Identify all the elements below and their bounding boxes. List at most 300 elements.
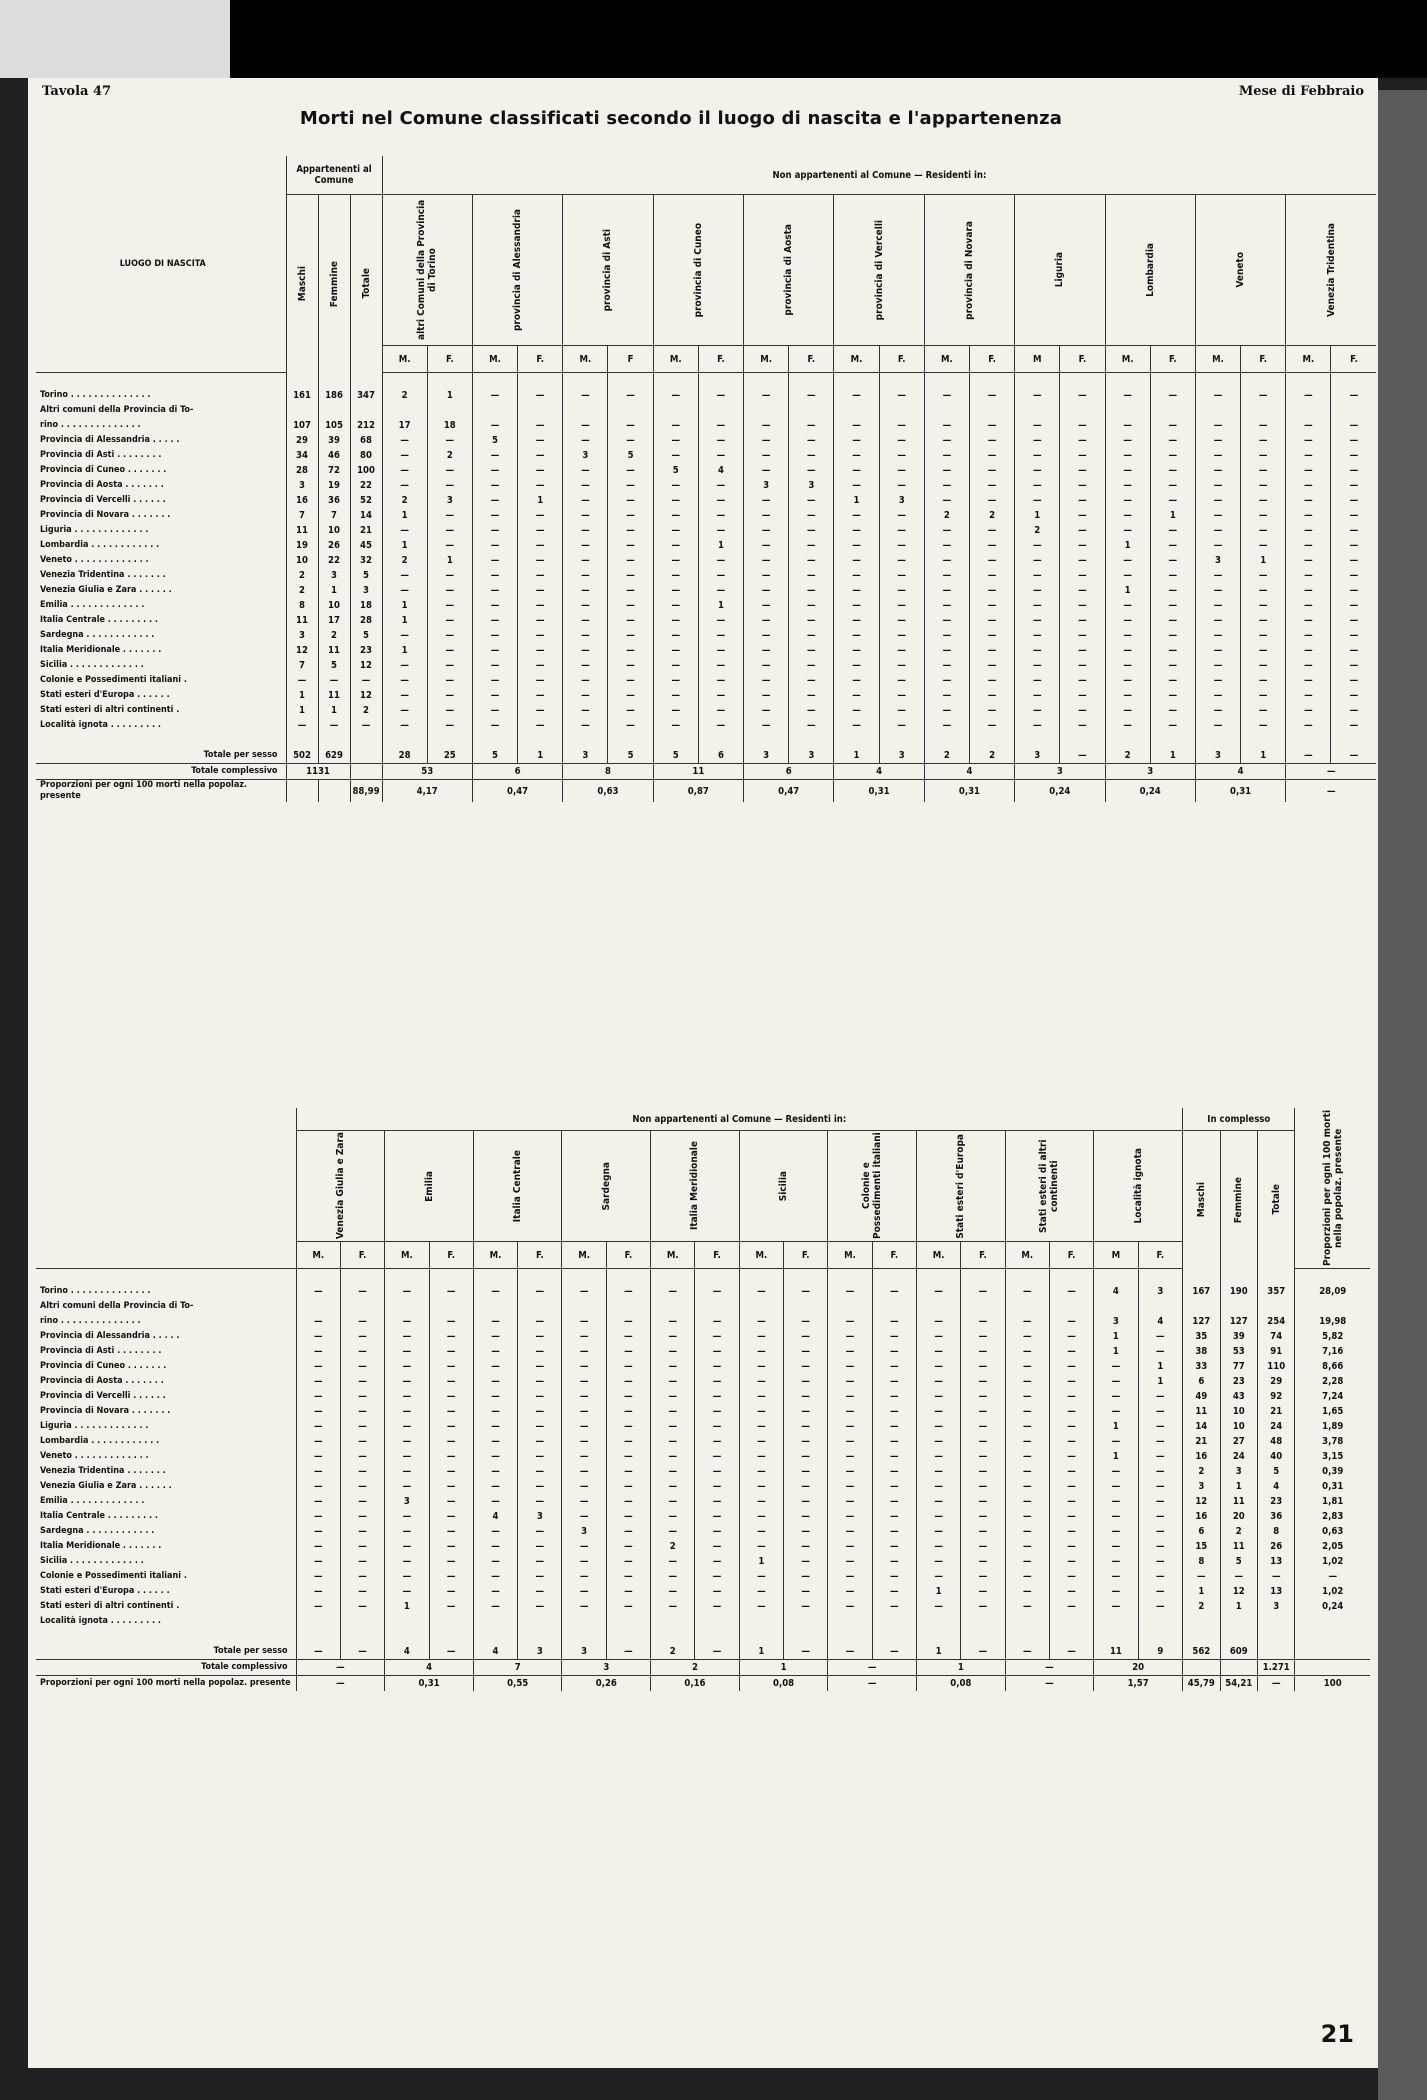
spacer bbox=[916, 1269, 960, 1285]
data-cell: — bbox=[1286, 628, 1331, 643]
data-cell: — bbox=[834, 658, 879, 673]
total-cell: 4 bbox=[834, 764, 924, 780]
data-cell: — bbox=[518, 688, 563, 703]
data-cell: — bbox=[518, 1569, 562, 1584]
table-row bbox=[36, 688, 1376, 703]
data-cell: — bbox=[789, 433, 834, 448]
data-cell: — bbox=[828, 1344, 872, 1359]
data-cell bbox=[1331, 403, 1376, 418]
data-cell: — bbox=[1049, 1464, 1093, 1479]
data-cell: — bbox=[518, 1554, 562, 1569]
row-label: Stati esteri d'Europa . . . . . . bbox=[40, 1586, 170, 1596]
col-res-4 bbox=[651, 1131, 740, 1242]
data-cell bbox=[1105, 403, 1150, 418]
proportion-cell: 1,57 bbox=[1094, 1676, 1183, 1692]
data-cell: — bbox=[473, 1494, 517, 1509]
table-row bbox=[36, 780, 1376, 803]
data-cell: 15 bbox=[1183, 1539, 1220, 1554]
table-row bbox=[36, 1644, 1370, 1660]
data-cell: — bbox=[916, 1494, 960, 1509]
data-cell: — bbox=[828, 1434, 872, 1449]
data-cell: — bbox=[969, 418, 1014, 433]
total-by-sex-cell: — bbox=[1060, 748, 1105, 764]
data-cell: — bbox=[1331, 388, 1376, 403]
data-cell: 28,09 bbox=[1295, 1284, 1370, 1299]
col-res-1-label: Emilia bbox=[423, 1170, 435, 1202]
spacer bbox=[1049, 1629, 1093, 1644]
group-non-appartenenti: Non appartenenti al Comune — Residenti in: bbox=[296, 1108, 1182, 1131]
data-cell: — bbox=[1241, 613, 1286, 628]
data-cell: — bbox=[385, 1359, 429, 1374]
data-cell: 29 bbox=[286, 433, 318, 448]
sex-header: M bbox=[1015, 346, 1060, 373]
proportion-cell: 0,08 bbox=[916, 1676, 1005, 1692]
data-cell: 3,78 bbox=[1295, 1434, 1370, 1449]
data-cell bbox=[1241, 403, 1286, 418]
table-row bbox=[36, 718, 1376, 733]
data-cell: — bbox=[296, 1494, 340, 1509]
data-cell: — bbox=[653, 553, 698, 568]
data-cell: — bbox=[1105, 688, 1150, 703]
data-cell: — bbox=[1005, 1419, 1049, 1434]
data-cell: — bbox=[562, 1359, 606, 1374]
table-row bbox=[36, 658, 1376, 673]
data-cell: 5,82 bbox=[1295, 1329, 1370, 1344]
row-label: Emilia . . . . . . . . . . . . . bbox=[40, 600, 145, 610]
data-cell: — bbox=[698, 448, 743, 463]
data-cell: — bbox=[1105, 553, 1150, 568]
sex-header: M. bbox=[828, 1242, 872, 1269]
data-cell: — bbox=[1015, 448, 1060, 463]
data-cell: — bbox=[473, 1284, 517, 1299]
spacer bbox=[653, 373, 698, 389]
data-cell bbox=[518, 403, 563, 418]
data-cell: — bbox=[695, 1569, 739, 1584]
data-cell: — bbox=[789, 703, 834, 718]
data-cell: 2 bbox=[1220, 1524, 1257, 1539]
data-cell: 17 bbox=[318, 613, 350, 628]
data-cell: — bbox=[518, 1494, 562, 1509]
data-cell: — bbox=[385, 1434, 429, 1449]
data-cell: — bbox=[879, 418, 924, 433]
data-cell: — bbox=[1195, 538, 1240, 553]
data-cell: — bbox=[473, 1479, 517, 1494]
row-label: Provincia di Vercelli . . . . . . bbox=[40, 1391, 166, 1401]
total-by-sex-cell: 562 bbox=[1183, 1644, 1220, 1660]
data-cell: — bbox=[1286, 538, 1331, 553]
data-cell: 28 bbox=[286, 463, 318, 478]
data-cell: 5 bbox=[472, 433, 517, 448]
data-cell: — bbox=[653, 703, 698, 718]
spacer bbox=[518, 373, 563, 389]
data-cell: — bbox=[1015, 613, 1060, 628]
data-cell: — bbox=[916, 1449, 960, 1464]
data-cell: — bbox=[872, 1329, 916, 1344]
data-cell: 46 bbox=[318, 448, 350, 463]
data-cell: 45 bbox=[350, 538, 382, 553]
data-cell: — bbox=[427, 643, 472, 658]
data-cell: — bbox=[1150, 643, 1195, 658]
data-cell: — bbox=[563, 643, 608, 658]
data-cell: — bbox=[969, 553, 1014, 568]
data-cell: — bbox=[924, 463, 969, 478]
data-cell: — bbox=[1286, 478, 1331, 493]
data-cell: 1 bbox=[318, 583, 350, 598]
sex-header: F. bbox=[961, 1242, 1005, 1269]
data-cell: 91 bbox=[1258, 1344, 1295, 1359]
data-cell bbox=[296, 1299, 340, 1314]
data-cell: — bbox=[518, 1464, 562, 1479]
data-cell: — bbox=[744, 628, 789, 643]
data-cell: — bbox=[916, 1509, 960, 1524]
data-cell: — bbox=[744, 418, 789, 433]
data-cell: 2 bbox=[382, 553, 427, 568]
total-by-sex-cell: 3 bbox=[879, 748, 924, 764]
data-cell: — bbox=[562, 1284, 606, 1299]
data-cell: — bbox=[1049, 1554, 1093, 1569]
data-cell: — bbox=[784, 1464, 828, 1479]
data-cell: — bbox=[1005, 1509, 1049, 1524]
data-cell: — bbox=[1049, 1599, 1093, 1614]
data-cell: — bbox=[789, 523, 834, 538]
data-cell: — bbox=[518, 673, 563, 688]
sex-header: F. bbox=[606, 1242, 650, 1269]
data-cell: — bbox=[562, 1434, 606, 1449]
data-cell: — bbox=[518, 463, 563, 478]
data-cell: — bbox=[828, 1539, 872, 1554]
data-cell: — bbox=[563, 613, 608, 628]
data-cell: — bbox=[698, 583, 743, 598]
spacer bbox=[1220, 1269, 1257, 1285]
empty-cell bbox=[1295, 1660, 1370, 1676]
data-cell bbox=[427, 403, 472, 418]
data-cell: 17 bbox=[382, 418, 427, 433]
data-cell: — bbox=[340, 1329, 384, 1344]
total-by-sex-cell: — bbox=[695, 1644, 739, 1660]
data-cell: 3 bbox=[318, 568, 350, 583]
data-cell: — bbox=[606, 1584, 650, 1599]
sex-header: M. bbox=[653, 346, 698, 373]
data-cell: — bbox=[916, 1329, 960, 1344]
data-cell: — bbox=[382, 463, 427, 478]
data-cell bbox=[340, 1299, 384, 1314]
data-cell: 1 bbox=[382, 538, 427, 553]
data-cell: 1 bbox=[1105, 538, 1150, 553]
data-cell: — bbox=[1015, 463, 1060, 478]
data-cell: — bbox=[1331, 463, 1376, 478]
sex-header: M. bbox=[744, 346, 789, 373]
data-cell bbox=[916, 1299, 960, 1314]
grand-total-cell: 1.271 bbox=[1258, 1660, 1295, 1676]
data-cell: — bbox=[427, 673, 472, 688]
total-cell: 3 bbox=[1015, 764, 1105, 780]
sex-header: M. bbox=[1105, 346, 1150, 373]
proportion-cell: 0,16 bbox=[651, 1676, 740, 1692]
total-by-sex-cell: 1 bbox=[518, 748, 563, 764]
data-cell: 18 bbox=[427, 418, 472, 433]
data-cell: — bbox=[961, 1374, 1005, 1389]
data-cell: 7 bbox=[286, 508, 318, 523]
data-cell: — bbox=[653, 718, 698, 733]
data-cell: — bbox=[653, 628, 698, 643]
data-cell: — bbox=[872, 1599, 916, 1614]
total-by-sex-cell: 1 bbox=[834, 748, 879, 764]
data-cell: 1 bbox=[286, 703, 318, 718]
spacer bbox=[427, 733, 472, 748]
spacer bbox=[872, 1629, 916, 1644]
data-cell: — bbox=[961, 1599, 1005, 1614]
data-cell: — bbox=[653, 643, 698, 658]
data-cell: — bbox=[382, 658, 427, 673]
data-cell: — bbox=[1331, 703, 1376, 718]
data-cell: — bbox=[653, 673, 698, 688]
spacer bbox=[1295, 1269, 1370, 1285]
data-cell: — bbox=[1286, 583, 1331, 598]
spacer bbox=[1295, 1629, 1370, 1644]
data-cell: 0,24 bbox=[1295, 1599, 1370, 1614]
data-cell bbox=[916, 1614, 960, 1629]
data-cell: — bbox=[834, 643, 879, 658]
data-cell: — bbox=[1105, 643, 1150, 658]
month-label: Mese di Febbraio bbox=[1238, 84, 1364, 99]
data-cell: — bbox=[744, 658, 789, 673]
data-cell: — bbox=[789, 493, 834, 508]
data-cell: — bbox=[563, 628, 608, 643]
data-cell bbox=[1258, 1299, 1295, 1314]
col-res-8-label: Lombardia bbox=[1144, 243, 1156, 297]
data-cell: — bbox=[1049, 1509, 1093, 1524]
table-row bbox=[36, 1524, 1370, 1539]
data-cell: — bbox=[429, 1539, 473, 1554]
data-cell: — bbox=[1138, 1509, 1183, 1524]
data-cell: — bbox=[1286, 388, 1331, 403]
data-cell: — bbox=[1241, 658, 1286, 673]
total-by-sex-cell: 9 bbox=[1138, 1644, 1183, 1660]
total-by-sex-cell: — bbox=[872, 1644, 916, 1660]
total-by-sex-cell: 4 bbox=[385, 1644, 429, 1660]
data-cell: — bbox=[1049, 1449, 1093, 1464]
data-cell: — bbox=[296, 1479, 340, 1494]
data-cell: — bbox=[1105, 673, 1150, 688]
spacer bbox=[608, 373, 653, 389]
data-cell: 2 bbox=[427, 448, 472, 463]
total-by-sex-cell: 2 bbox=[1105, 748, 1150, 764]
data-cell: — bbox=[429, 1479, 473, 1494]
total-cell: 7 bbox=[473, 1660, 562, 1676]
data-cell: — bbox=[1138, 1419, 1183, 1434]
data-cell: — bbox=[427, 478, 472, 493]
table-row bbox=[36, 403, 1376, 418]
data-cell: — bbox=[562, 1539, 606, 1554]
data-cell: — bbox=[698, 418, 743, 433]
data-cell: — bbox=[879, 508, 924, 523]
col-res-6-label: provincia di Novara bbox=[963, 220, 975, 320]
row-label: Sardegna . . . . . . . . . . . . bbox=[40, 630, 155, 640]
data-cell: — bbox=[924, 493, 969, 508]
data-cell: — bbox=[924, 688, 969, 703]
data-cell: — bbox=[1060, 703, 1105, 718]
table-row bbox=[36, 1479, 1370, 1494]
data-cell: — bbox=[608, 418, 653, 433]
data-cell: — bbox=[382, 478, 427, 493]
data-cell: — bbox=[608, 433, 653, 448]
data-cell: — bbox=[789, 448, 834, 463]
total-by-sex-cell: 502 bbox=[286, 748, 318, 764]
data-cell: 8 bbox=[1183, 1554, 1220, 1569]
data-cell: 80 bbox=[350, 448, 382, 463]
data-cell: — bbox=[472, 418, 517, 433]
data-cell: 68 bbox=[350, 433, 382, 448]
spacer bbox=[562, 1629, 606, 1644]
data-cell: 36 bbox=[1258, 1509, 1295, 1524]
data-cell: — bbox=[1286, 553, 1331, 568]
data-cell: — bbox=[1105, 448, 1150, 463]
spacer bbox=[36, 1629, 296, 1644]
data-cell: — bbox=[1150, 688, 1195, 703]
data-cell: — bbox=[473, 1464, 517, 1479]
total-by-sex-cell: 3 bbox=[1015, 748, 1060, 764]
data-cell: — bbox=[924, 553, 969, 568]
data-cell: 10 bbox=[286, 553, 318, 568]
data-cell: — bbox=[562, 1449, 606, 1464]
data-cell: — bbox=[653, 583, 698, 598]
spacer bbox=[382, 733, 427, 748]
total-by-sex-cell: — bbox=[429, 1644, 473, 1660]
data-cell: — bbox=[473, 1329, 517, 1344]
data-cell: — bbox=[698, 478, 743, 493]
data-cell: — bbox=[1286, 463, 1331, 478]
total-by-sex-cell: 3 bbox=[1195, 748, 1240, 764]
data-cell: — bbox=[698, 673, 743, 688]
data-cell: — bbox=[784, 1329, 828, 1344]
data-cell: — bbox=[473, 1344, 517, 1359]
data-cell: 2 bbox=[286, 568, 318, 583]
data-cell: — bbox=[1005, 1404, 1049, 1419]
data-cell: 18 bbox=[350, 598, 382, 613]
data-cell bbox=[653, 403, 698, 418]
data-cell: 24 bbox=[1258, 1419, 1295, 1434]
data-cell: — bbox=[789, 718, 834, 733]
data-cell: — bbox=[608, 478, 653, 493]
data-cell: — bbox=[961, 1464, 1005, 1479]
data-cell: — bbox=[1331, 613, 1376, 628]
data-cell: — bbox=[1005, 1494, 1049, 1509]
data-cell: 26 bbox=[1258, 1539, 1295, 1554]
data-cell: — bbox=[916, 1554, 960, 1569]
table-row bbox=[36, 628, 1376, 643]
sex-header: M. bbox=[472, 346, 517, 373]
data-cell: 1 bbox=[382, 613, 427, 628]
proportion-cell: 0,63 bbox=[563, 780, 653, 803]
data-cell: — bbox=[1195, 493, 1240, 508]
data-cell: — bbox=[286, 673, 318, 688]
data-cell: — bbox=[1241, 418, 1286, 433]
data-cell: — bbox=[879, 598, 924, 613]
data-cell: — bbox=[1241, 673, 1286, 688]
data-cell: — bbox=[1105, 433, 1150, 448]
data-cell: — bbox=[472, 703, 517, 718]
data-cell: 1 bbox=[318, 703, 350, 718]
data-cell: — bbox=[784, 1314, 828, 1329]
spacer bbox=[651, 1629, 695, 1644]
row-label: Venezia Giulia e Zara . . . . . . bbox=[40, 1481, 172, 1491]
data-cell: — bbox=[518, 1524, 562, 1539]
data-cell: — bbox=[872, 1359, 916, 1374]
data-cell: — bbox=[1195, 643, 1240, 658]
data-cell: — bbox=[382, 568, 427, 583]
data-cell: — bbox=[385, 1569, 429, 1584]
data-cell: — bbox=[1331, 478, 1376, 493]
spacer bbox=[1060, 733, 1105, 748]
data-cell bbox=[385, 1614, 429, 1629]
table-row bbox=[36, 523, 1376, 538]
spacer bbox=[286, 733, 318, 748]
total-cell: 4 bbox=[385, 1660, 474, 1676]
data-cell: — bbox=[916, 1479, 960, 1494]
data-cell: — bbox=[318, 673, 350, 688]
data-cell: — bbox=[653, 598, 698, 613]
data-cell bbox=[340, 1614, 384, 1629]
sex-header: F. bbox=[1138, 1242, 1183, 1269]
data-cell: 8,66 bbox=[1295, 1359, 1370, 1374]
data-cell: — bbox=[340, 1539, 384, 1554]
total-by-sex-cell: — bbox=[784, 1644, 828, 1660]
data-cell: — bbox=[653, 688, 698, 703]
data-cell: — bbox=[340, 1404, 384, 1419]
spacer bbox=[744, 373, 789, 389]
data-cell: — bbox=[879, 478, 924, 493]
data-cell: — bbox=[739, 1584, 783, 1599]
row-label: Provincia di Alessandria . . . . . bbox=[40, 435, 180, 445]
data-cell: — bbox=[698, 628, 743, 643]
data-cell: — bbox=[651, 1464, 695, 1479]
data-cell: 12 bbox=[1183, 1494, 1220, 1509]
data-cell: — bbox=[608, 643, 653, 658]
total-by-sex-cell: 5 bbox=[608, 748, 653, 764]
data-cell: — bbox=[429, 1314, 473, 1329]
col-res-3-label: provincia di Cuneo bbox=[692, 222, 704, 318]
data-cell: 12 bbox=[286, 643, 318, 658]
data-cell: — bbox=[429, 1449, 473, 1464]
data-cell: — bbox=[1138, 1494, 1183, 1509]
spacer bbox=[1331, 733, 1376, 748]
data-cell: 186 bbox=[318, 388, 350, 403]
data-cell: — bbox=[385, 1584, 429, 1599]
col-res-5 bbox=[739, 1131, 828, 1242]
data-cell: — bbox=[1150, 448, 1195, 463]
data-cell: 167 bbox=[1183, 1284, 1220, 1299]
sex-header: F. bbox=[1241, 346, 1286, 373]
spacer bbox=[340, 1269, 384, 1285]
total-by-sex-cell: — bbox=[340, 1644, 384, 1660]
data-cell: — bbox=[828, 1329, 872, 1344]
total-cell: 53 bbox=[382, 764, 472, 780]
data-cell: 1 bbox=[1094, 1419, 1138, 1434]
data-cell: — bbox=[1286, 568, 1331, 583]
data-cell: — bbox=[1241, 508, 1286, 523]
data-cell: 3 bbox=[1220, 1464, 1257, 1479]
data-cell: — bbox=[653, 418, 698, 433]
data-cell: 5 bbox=[1258, 1464, 1295, 1479]
spacer bbox=[1138, 1269, 1183, 1285]
data-cell: — bbox=[1138, 1539, 1183, 1554]
table-row bbox=[36, 463, 1376, 478]
sex-header: M. bbox=[1286, 346, 1331, 373]
data-cell: — bbox=[296, 1584, 340, 1599]
data-cell: — bbox=[1241, 583, 1286, 598]
data-cell: — bbox=[828, 1584, 872, 1599]
data-cell: — bbox=[1331, 448, 1376, 463]
